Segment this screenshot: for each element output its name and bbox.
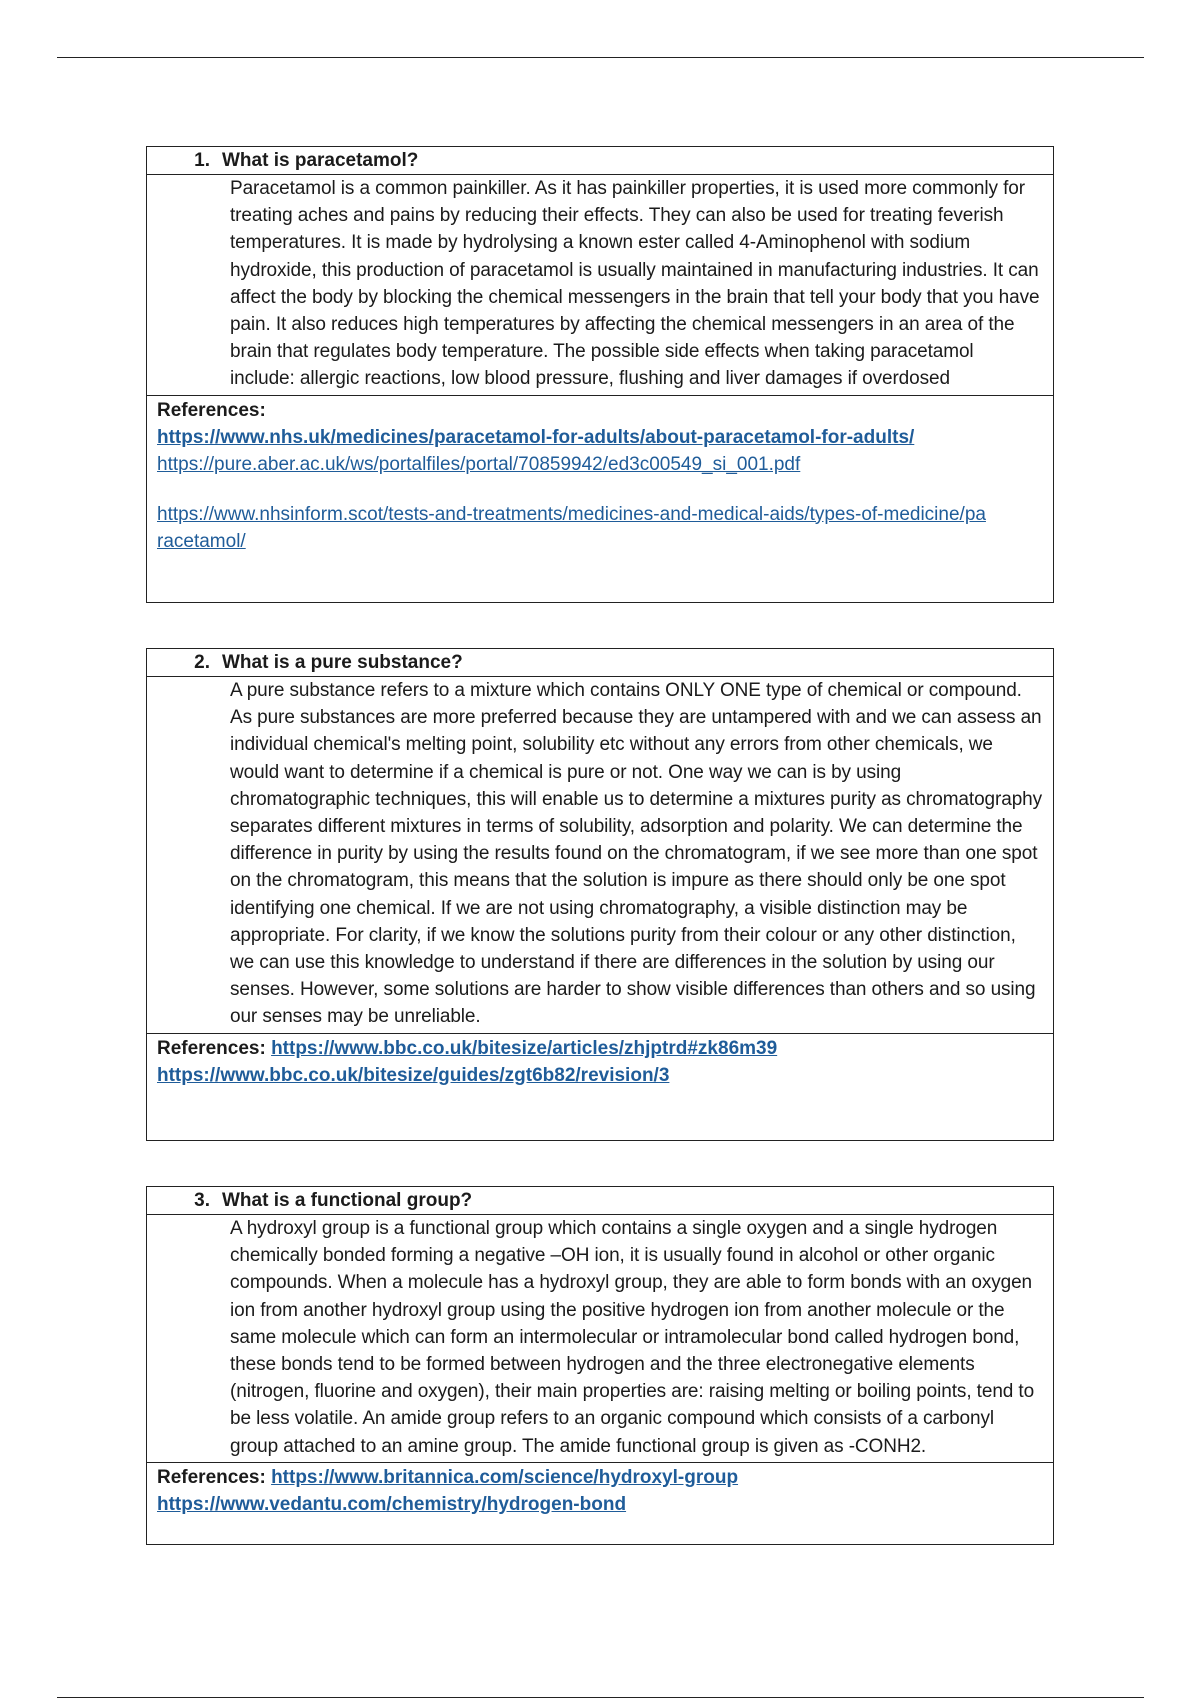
question-number: 1.	[194, 150, 210, 171]
references-label: References:	[157, 1037, 266, 1059]
reference-link[interactable]: https://pure.aber.ac.uk/ws/portalfiles/portal/70859942/ed3c00549_si_001.pdf	[157, 453, 801, 475]
question-title: What is a pure substance?	[222, 652, 463, 673]
question-title: What is a functional group?	[222, 1190, 473, 1211]
answer-text: A pure substance refers to a mixture which contains ONLY ONE type of chemical or compound. As pure substances are more preferred because they are untampered with and we can assess an individual chemical's melting point, solubility etc without any errors from other chemicals, we would want to determine if a chemical is pure or not. One way we can is by using chromatographic techniques, this will enable us to determine a mixtures purity as chromatography separates different mixtures in terms of solubility, adsorption and polarity. We can determine the difference in purity by using the results found on the chromatogram, if we see more than one spot on the chromatogram, this means that the solution is impure as there should only be one spot identifying one chemical. If we are not using chromatography, a visible distinction may be appropriate. For clarity, if we know the solutions purity from their colour or any other distinction, we can use this knowledge to understand if there are differences in the solution by using our senses. However, some solutions are harder to show visible differences than others and so using our senses may be unreliable.	[147, 677, 1053, 1034]
references-section	[147, 396, 1053, 555]
reference-link[interactable]: https://www.vedantu.com/chemistry/hydrogen-bond	[157, 1493, 627, 1515]
references-label: References:	[157, 399, 266, 421]
footer-rule	[57, 1697, 1144, 1698]
question-box-1	[146, 146, 1054, 603]
question-box-3	[146, 1186, 1054, 1545]
question-header	[147, 649, 1053, 677]
answer-text: A hydroxyl group is a functional group which contains a single oxygen and a single hydrogen chemically bonded forming a negative –OH ion, it is usually found in alcohol or other organic compounds. When a molecule has a hydroxyl group, they are able to form bonds with an oxygen ion from another hydroxyl group using the positive hydrogen ion from another molecule or the same molecule which can form an intermolecular or intramolecular bond called hydrogen bond, these bonds tend to be formed between hydrogen and the three electronegative elements (nitrogen, fluorine and oxygen), their main properties are: raising melting or boiling points, tend to be less volatile. An amide group refers to an organic compound which consists of a carbonyl group attached to an amine group. The amide functional group is given as -CONH2.	[147, 1215, 1053, 1463]
question-number: 3.	[194, 1190, 210, 1211]
header-rule	[57, 57, 1144, 58]
question-title: What is paracetamol?	[222, 150, 419, 171]
references-label: References:	[157, 1466, 266, 1488]
reference-link[interactable]: https://www.bbc.co.uk/bitesize/guides/zgt6b82/revision/3	[157, 1064, 670, 1086]
answer-text: Paracetamol is a common painkiller. As it has painkiller properties, it is used more commonly for treating aches and pains by reducing their effects. They can also be used for treating feverish temperatures. It is made by hydrolysing a known ester called 4-Aminophenol with sodium hydroxide, this production of paracetamol is usually maintained in manufacturing industries. It can affect the body by blocking the chemical messengers in the brain that tell your body that you have pain. It also reduces high temperatures by affecting the chemical messengers in an area of the brain that regulates body temperature. The possible side effects when taking paracetamol include: allergic reactions, low blood pressure, flushing and liver damages if overdosed	[147, 175, 1053, 396]
references-section	[147, 1463, 1053, 1518]
reference-link[interactable]: https://www.britannica.com/science/hydroxyl-group	[271, 1466, 739, 1488]
references-section	[147, 1034, 1053, 1089]
question-number: 2.	[194, 652, 210, 673]
reference-link[interactable]: https://www.bbc.co.uk/bitesize/articles/zhjptrd#zk86m39	[271, 1037, 778, 1059]
question-header	[147, 1187, 1053, 1215]
reference-link[interactable]: https://www.nhsinform.scot/tests-and-treatments/medicines-and-medical-aids/types-of-medicine/paracetamol/	[157, 503, 986, 552]
question-header	[147, 147, 1053, 175]
reference-link[interactable]: https://www.nhs.uk/medicines/paracetamol-for-adults/about-paracetamol-for-adults/	[157, 426, 915, 448]
question-box-2	[146, 648, 1054, 1141]
